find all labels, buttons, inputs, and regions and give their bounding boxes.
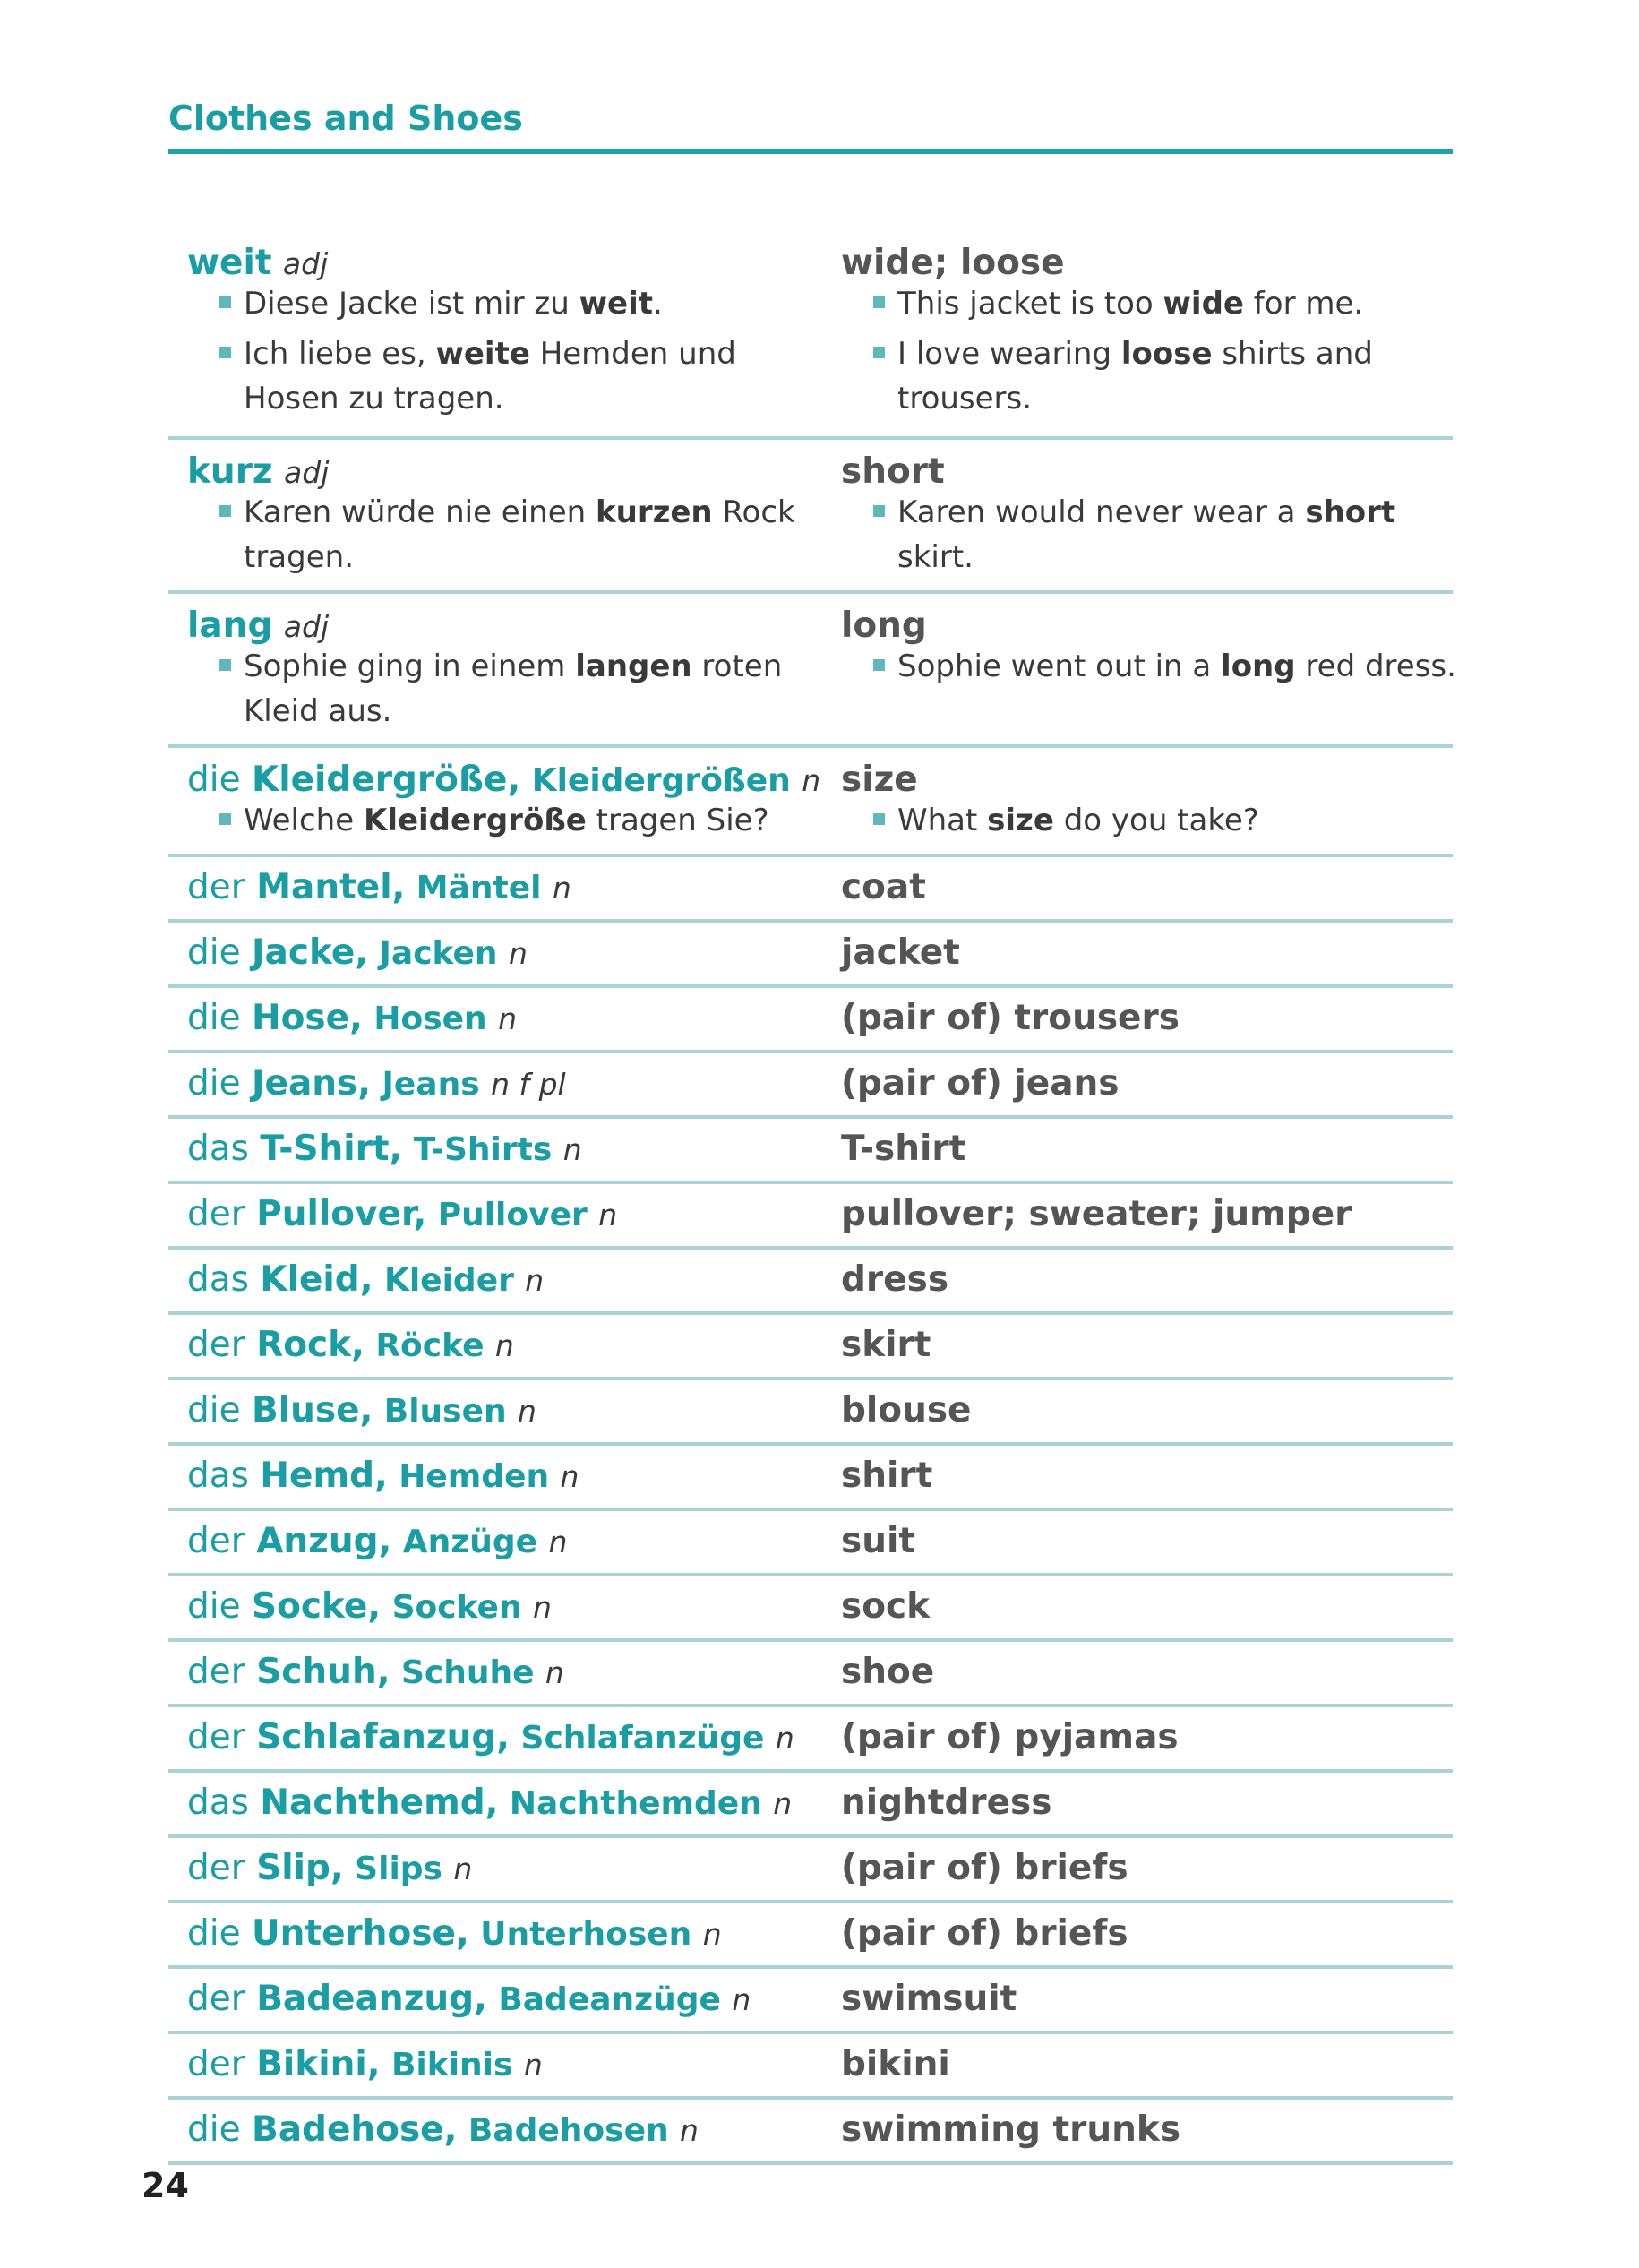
- entry-kurz: [168, 440, 1453, 594]
- translation: swimsuit: [841, 1979, 1017, 2019]
- part-of-speech: n: [545, 1655, 564, 1690]
- term-line: [187, 1128, 582, 1172]
- plural: Slips: [355, 1851, 442, 1887]
- headword: Anzug,: [256, 1521, 392, 1561]
- term-line: [187, 932, 528, 975]
- example-en: I love wearing loose shirts and trousers.: [873, 331, 1373, 421]
- article: der: [187, 1521, 245, 1561]
- headword: Unterhose,: [252, 1913, 469, 1954]
- bullet-icon: [219, 296, 231, 308]
- entry-row: [168, 1707, 1453, 1773]
- translation: pullover; sweater; jumper: [841, 1194, 1352, 1234]
- example-en: Karen would never wear a short skirt.: [873, 490, 1395, 580]
- term-line: [187, 1651, 564, 1695]
- part-of-speech: n: [775, 1721, 794, 1756]
- translation: skirt: [841, 1325, 931, 1365]
- headword: Hose,: [252, 998, 363, 1038]
- entry-kleidergroesse: [168, 748, 1453, 857]
- headword: kurz: [187, 451, 273, 492]
- headword: Bikini,: [256, 2044, 381, 2084]
- headword: Badeanzug,: [256, 1979, 487, 2019]
- term-line: [187, 1585, 552, 1629]
- term-line: [187, 1847, 472, 1891]
- translation: (pair of) briefs: [841, 1913, 1128, 1954]
- entry-row: [168, 1903, 1453, 1969]
- translation: wide: [841, 243, 934, 283]
- article: der: [187, 1717, 245, 1757]
- headword: Hemd,: [260, 1456, 388, 1496]
- headword: Pullover,: [256, 1194, 427, 1234]
- article: der: [187, 1325, 245, 1365]
- translation: swimming trunks: [841, 2109, 1181, 2150]
- article: das: [187, 1783, 249, 1823]
- entry-row: [168, 2034, 1453, 2100]
- plural: Kleider: [383, 1262, 514, 1299]
- term-line: [187, 2043, 543, 2087]
- term-line: [187, 1259, 544, 1302]
- entry-row: [168, 1576, 1453, 1642]
- entry-row: [168, 923, 1453, 988]
- translation-line: [841, 451, 945, 494]
- entry-row: [168, 1315, 1453, 1380]
- article: die: [187, 998, 241, 1038]
- part-of-speech: n: [702, 1917, 722, 1952]
- translation: (pair of) jeans: [841, 1063, 1120, 1104]
- part-of-speech: n: [732, 1982, 751, 2017]
- headword: Jeans,: [252, 1063, 372, 1104]
- term-line: [187, 1455, 579, 1499]
- bullet-icon: [873, 813, 885, 825]
- bullet-icon: [219, 347, 231, 358]
- bullet-icon: [219, 659, 231, 671]
- plural: Kleidergrößen: [531, 762, 791, 799]
- term-line: [187, 1716, 794, 1760]
- example-de: Ich liebe es, weite Hemden und Hosen zu tragen.: [219, 331, 736, 421]
- headword: Kleid,: [260, 1259, 373, 1300]
- term-line: [187, 605, 329, 649]
- article: die: [187, 1390, 241, 1430]
- translation: coat: [841, 867, 926, 907]
- plural: Jacken: [379, 935, 498, 972]
- bullet-icon: [873, 505, 885, 517]
- plural: Blusen: [383, 1393, 507, 1430]
- article: das: [187, 1129, 249, 1169]
- term-line: [187, 1389, 536, 1433]
- translation: blouse: [841, 1390, 972, 1430]
- headword: Schlafanzug,: [256, 1717, 511, 1757]
- translation: size: [841, 760, 918, 800]
- part-of-speech: n: [533, 1590, 552, 1625]
- example-en: This jacket is too wide for me.: [873, 281, 1363, 326]
- entry-row: [168, 988, 1453, 1053]
- entry-row: [168, 1969, 1453, 2034]
- headword: Bluse,: [252, 1390, 373, 1430]
- example-de: Karen würde nie einen kurzen Rock tragen.: [219, 490, 795, 580]
- headword: T-Shirt,: [260, 1129, 403, 1169]
- translation: bikini: [841, 2044, 950, 2084]
- term-line: [187, 1912, 722, 1956]
- bullet-icon: [873, 347, 885, 358]
- term-line: [187, 1978, 751, 2022]
- part-of-speech: n: [453, 1851, 473, 1886]
- example-de: Welche Kleidergröße tragen Sie?: [219, 798, 769, 843]
- translation-line: wide; loose: [841, 243, 1065, 283]
- part-of-speech: n: [523, 2048, 543, 2083]
- part-of-speech: adj: [283, 609, 330, 644]
- entry-row: [168, 1511, 1453, 1576]
- headword: Slip,: [256, 1848, 344, 1888]
- bullet-icon: [873, 659, 885, 671]
- translation: (pair of) trousers: [841, 998, 1180, 1038]
- headword: lang: [187, 606, 273, 646]
- example-en: Sophie went out in a long red dress.: [873, 644, 1456, 689]
- translation: shoe: [841, 1652, 935, 1692]
- bullet-icon: [219, 813, 231, 825]
- term-line: [187, 1782, 792, 1826]
- translation: (pair of) briefs: [841, 1848, 1128, 1888]
- plural: Anzüge: [402, 1524, 538, 1560]
- entry-lang: [168, 594, 1456, 748]
- term-line: [187, 866, 571, 910]
- translation-line: [841, 759, 918, 802]
- entry-row: [168, 857, 1453, 923]
- entry-row: [168, 1250, 1453, 1315]
- plural: Mäntel: [416, 870, 542, 906]
- entry-weit: [168, 231, 1453, 440]
- part-of-speech: n: [680, 2113, 699, 2148]
- entry-row: [168, 1838, 1453, 1903]
- vocab-table: [168, 231, 1456, 2165]
- term-line: [187, 997, 517, 1041]
- entry-row: [168, 1446, 1453, 1511]
- term-line: [187, 1520, 567, 1564]
- page-header: [168, 93, 1453, 154]
- term-line: [187, 242, 328, 286]
- part-of-speech: n: [598, 1198, 618, 1233]
- translation: nightdress: [841, 1783, 1052, 1823]
- part-of-speech: n: [562, 1132, 582, 1167]
- plural: Nachthemden: [509, 1785, 762, 1822]
- translation: (pair of) pyjamas: [841, 1717, 1179, 1757]
- translation: jacket: [841, 932, 960, 973]
- example-en: What size do you take?: [873, 798, 1259, 843]
- translation: long: [841, 606, 927, 646]
- entry-row: [168, 1380, 1453, 1446]
- term-line: [187, 1193, 617, 1237]
- article: die: [187, 1063, 241, 1104]
- term-line: [187, 2109, 699, 2152]
- translation: shirt: [841, 1456, 933, 1496]
- entry-row: [168, 1119, 1453, 1184]
- headword: Badehose,: [252, 2109, 458, 2150]
- plural: Bikinis: [390, 2047, 513, 2083]
- part-of-speech: n: [552, 871, 571, 906]
- article: der: [187, 867, 245, 907]
- part-of-speech: n: [802, 763, 821, 798]
- entry-row: [168, 1773, 1453, 1838]
- plural: Jeans: [382, 1066, 480, 1103]
- part-of-speech: n f pl: [491, 1067, 566, 1102]
- headword: Kleidergröße,: [252, 760, 521, 800]
- headword: Schuh,: [256, 1652, 390, 1692]
- term-line: [187, 1062, 566, 1106]
- part-of-speech: n: [773, 1786, 793, 1821]
- plural: Röcke: [375, 1327, 485, 1364]
- headword: Nachthemd,: [260, 1783, 499, 1823]
- part-of-speech: n: [548, 1525, 568, 1559]
- translation: short: [841, 451, 945, 492]
- article: der: [187, 1652, 245, 1692]
- part-of-speech: n: [518, 1394, 536, 1429]
- article: der: [187, 1194, 245, 1234]
- part-of-speech: n: [494, 1328, 514, 1363]
- article: das: [187, 1259, 249, 1300]
- plural: Schlafanzüge: [520, 1720, 765, 1757]
- page-title: Clothes and Shoes: [168, 99, 523, 138]
- plural: Pullover: [437, 1197, 588, 1233]
- headword: Rock,: [256, 1325, 365, 1365]
- plural: Hemden: [399, 1458, 550, 1495]
- article: das: [187, 1456, 249, 1496]
- article: die: [187, 1913, 241, 1954]
- plural: Hosen: [373, 1001, 487, 1037]
- example-de: Diese Jacke ist mir zu weit.: [219, 281, 663, 326]
- translation: sock: [841, 1586, 931, 1627]
- headword: Socke,: [252, 1586, 382, 1627]
- entry-row: [168, 2100, 1453, 2165]
- part-of-speech: n: [498, 1001, 517, 1036]
- plural: Unterhosen: [480, 1916, 692, 1953]
- plural: T-Shirts: [413, 1131, 553, 1168]
- article: die: [187, 2109, 241, 2150]
- term-line: [187, 1324, 514, 1368]
- term-line: [187, 451, 329, 494]
- part-of-speech: adj: [284, 455, 330, 490]
- bullet-icon: [219, 505, 231, 517]
- headword: weit: [187, 243, 272, 283]
- translation-line: [841, 605, 927, 648]
- article: der: [187, 2044, 245, 2084]
- translation: loose: [959, 243, 1065, 283]
- part-of-speech: n: [560, 1459, 579, 1494]
- plural: Socken: [391, 1589, 522, 1626]
- page-number: 24: [142, 2166, 189, 2205]
- article: die: [187, 760, 241, 800]
- bullet-icon: [873, 296, 885, 308]
- article: der: [187, 1848, 245, 1888]
- headword: Jacke,: [252, 932, 369, 973]
- example-de: Sophie ging in einem langen roten Kleid aus.: [219, 644, 782, 734]
- article: der: [187, 1979, 245, 2019]
- entry-row: [168, 1053, 1453, 1119]
- plural: Schuhe: [400, 1654, 535, 1691]
- article: die: [187, 1586, 241, 1627]
- plural: Badehosen: [468, 2112, 669, 2149]
- article: die: [187, 932, 241, 973]
- translation: suit: [841, 1521, 915, 1561]
- headword: Mantel,: [256, 867, 406, 907]
- part-of-speech: n: [508, 936, 528, 971]
- translation: dress: [841, 1259, 949, 1300]
- translation: T-shirt: [841, 1129, 966, 1169]
- plural: Badeanzüge: [498, 1981, 721, 2018]
- part-of-speech: n: [525, 1263, 545, 1298]
- entry-row: [168, 1642, 1453, 1707]
- entry-row: [168, 1184, 1453, 1250]
- part-of-speech: adj: [282, 246, 329, 281]
- term-line: [187, 759, 820, 803]
